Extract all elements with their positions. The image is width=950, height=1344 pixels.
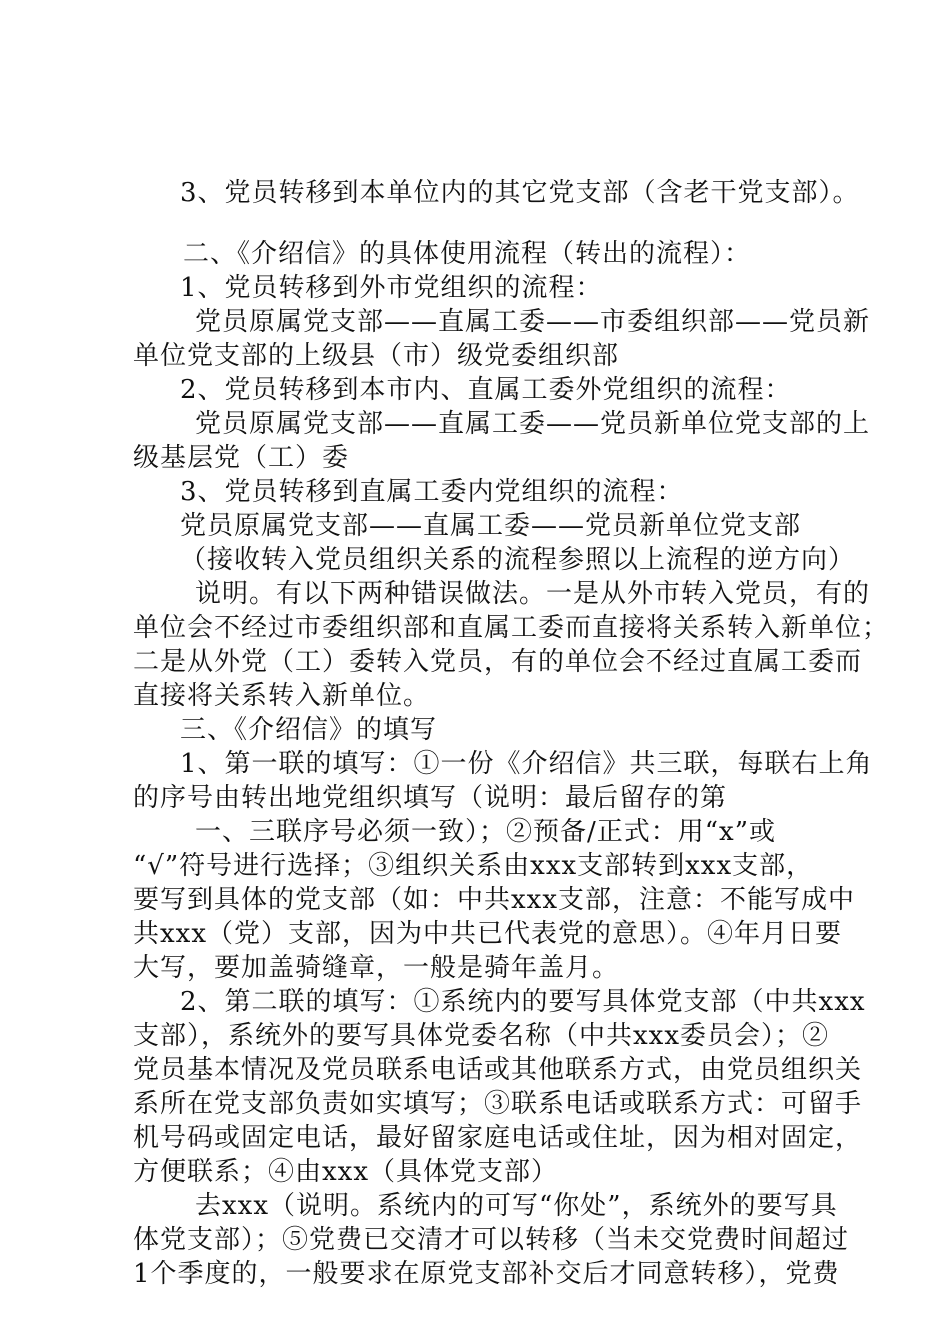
- paragraph-line: 3、党员转移到直属工委内党组织的流程：: [180, 477, 684, 507]
- paragraph-line: 级基层党（工）委: [133, 443, 350, 473]
- paragraph-line: 2、党员转移到本市内、直属工委外党组织的流程：: [180, 375, 792, 405]
- paragraph-line: “√”符号进行选择；③组织关系由xxx支部转到xxx支部，: [133, 851, 814, 881]
- paragraph-line: 机号码或固定电话，最好留家庭电话或住址，因为相对固定，: [133, 1123, 863, 1153]
- paragraph-line: 二是从外党（工）委转入党员，有的单位会不经过直属工委而: [133, 647, 863, 677]
- paragraph-line: 的序号由转出地党组织填写（说明：最后留存的第: [133, 783, 728, 813]
- paragraph-line: 要写到具体的党支部（如：中共xxx支部，注意：不能写成中: [133, 885, 855, 915]
- paragraph-line: 1、党员转移到外市党组织的流程：: [180, 273, 603, 303]
- paragraph-line: 方便联系；④由xxx（具体党支部）: [133, 1157, 558, 1187]
- paragraph-line: 去xxx（说明。系统内的可写“你处”，系统外的要写具: [195, 1191, 838, 1221]
- paragraph-line: 直接将关系转入新单位。: [133, 681, 431, 711]
- paragraph-line: 说明。有以下两种错误做法。一是从外市转入党员，有的: [195, 579, 871, 609]
- paragraph-line: 一、三联序号必须一致）；②预备/正式：用“x”或: [195, 817, 777, 847]
- paragraph-line: 党员原属党支部——直属工委——党员新单位党支部: [180, 511, 802, 541]
- paragraph-line: 大写，要加盖骑缝章，一般是骑年盖月。: [133, 953, 620, 983]
- paragraph-line: 体党支部）；⑤党费已交清才可以转移（当未交党费时间超过: [133, 1225, 850, 1255]
- paragraph-line: 党员原属党支部——直属工委——党员新单位党支部的上: [195, 409, 871, 439]
- paragraph-line: 共xxx（党）支部，因为中共已代表党的意思）。④年月日要: [133, 919, 842, 949]
- paragraph-line: 党员基本情况及党员联系电话或其他联系方式，由党员组织关: [133, 1055, 863, 1085]
- paragraph-line: 单位党支部的上级县（市）级党委组织部: [133, 341, 620, 371]
- paragraph-line: （接收转入党员组织关系的流程参照以上流程的逆方向）: [180, 545, 856, 575]
- paragraph-line: 3、党员转移到本单位内的其它党支部（含老干党支部）。: [180, 178, 860, 208]
- section-heading: 二、《介绍信》的具体使用流程（转出的流程）：: [183, 239, 752, 269]
- paragraph-line: 支部），系统外的要写具体党委名称（中共xxx委员会）；②: [133, 1021, 829, 1051]
- paragraph-line: 系所在党支部负责如实填写；③联系电话或联系方式：可留手: [133, 1089, 863, 1119]
- paragraph-line: 2、第二联的填写：①系统内的要写具体党支部（中共xxx: [180, 987, 866, 1017]
- paragraph-line: 单位会不经过市委组织部和直属工委而直接将关系转入新单位；: [133, 613, 890, 643]
- section-heading: 三、《介绍信》的填写: [180, 715, 438, 745]
- paragraph-line: 1个季度的，一般要求在原党支部补交后才同意转移），党费: [133, 1259, 840, 1289]
- paragraph-line: 1、第一联的填写：①一份《介绍信》共三联，每联右上角: [180, 749, 873, 779]
- paragraph-line: 党员原属党支部——直属工委——市委组织部——党员新: [195, 307, 871, 337]
